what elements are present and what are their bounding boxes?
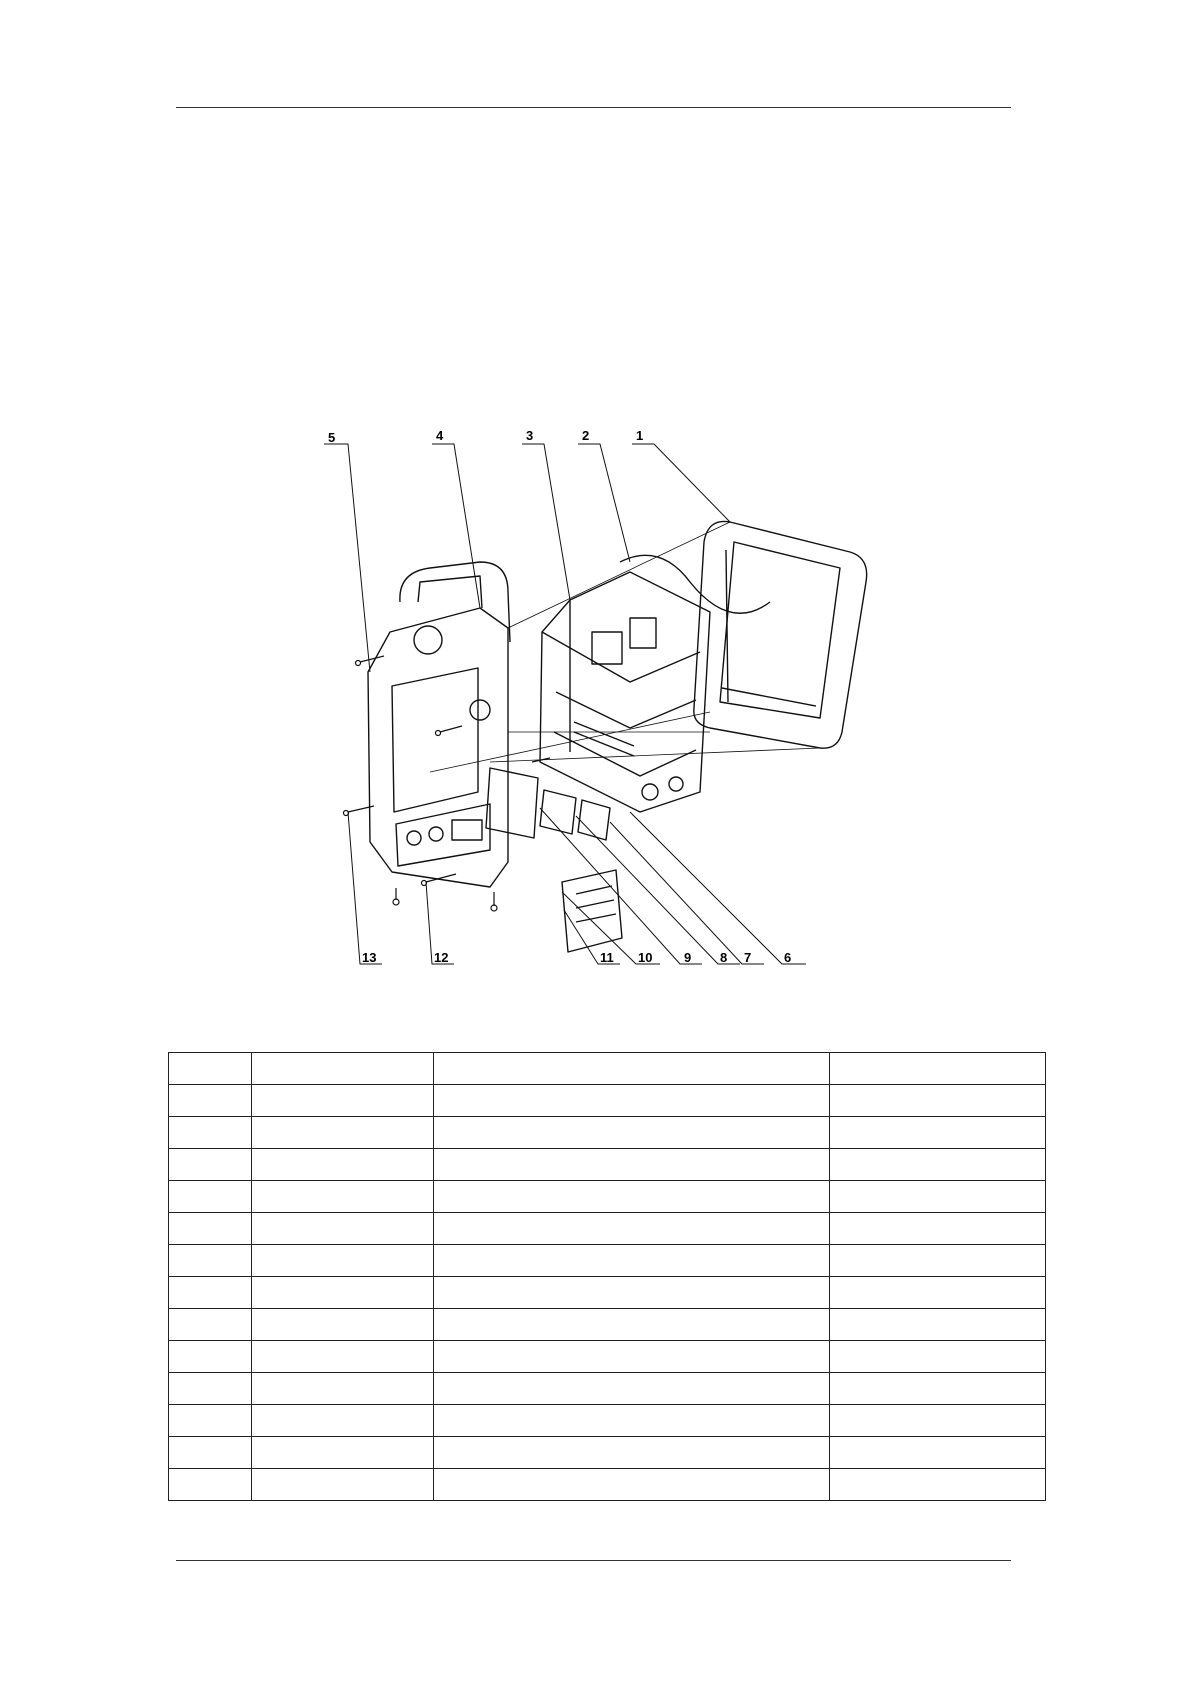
callout-13: 13	[362, 950, 377, 965]
callout-12: 12	[434, 950, 449, 965]
table-cell	[252, 1309, 434, 1341]
main-frame-drawing	[540, 572, 710, 812]
table-cell	[830, 1053, 1046, 1085]
table-cell	[252, 1053, 434, 1085]
header-rule	[176, 107, 1011, 108]
table-row	[169, 1213, 1046, 1245]
table-cell	[169, 1341, 252, 1373]
screws-drawing	[344, 656, 551, 911]
table-cell	[434, 1437, 830, 1469]
rear-housing-drawing	[368, 562, 510, 887]
table-cell	[434, 1405, 830, 1437]
table-row	[169, 1405, 1046, 1437]
table-cell	[252, 1341, 434, 1373]
table-cell	[252, 1213, 434, 1245]
callout-4: 4	[436, 428, 444, 443]
table-cell	[830, 1245, 1046, 1277]
callout-5: 5	[328, 430, 336, 445]
callout-9: 9	[684, 950, 692, 965]
modules-drawing	[486, 768, 622, 952]
table-row	[169, 1149, 1046, 1181]
table-cell	[434, 1213, 830, 1245]
table-cell	[830, 1277, 1046, 1309]
callout-10: 10	[638, 950, 653, 965]
table-cell	[830, 1149, 1046, 1181]
table-cell	[434, 1245, 830, 1277]
table-cell	[169, 1277, 252, 1309]
table-cell	[434, 1053, 830, 1085]
table-cell	[434, 1117, 830, 1149]
table-cell	[169, 1405, 252, 1437]
table-cell	[434, 1181, 830, 1213]
table-cell	[252, 1245, 434, 1277]
table-row	[169, 1181, 1046, 1213]
table-cell	[434, 1309, 830, 1341]
table-cell	[169, 1085, 252, 1117]
exploded-view-diagram	[328, 428, 870, 972]
table-cell	[252, 1469, 434, 1501]
table-cell	[434, 1373, 830, 1405]
table-cell	[169, 1117, 252, 1149]
table-cell	[830, 1373, 1046, 1405]
table-row	[169, 1469, 1046, 1501]
table-row	[169, 1309, 1046, 1341]
table-cell	[434, 1149, 830, 1181]
table-cell	[252, 1117, 434, 1149]
table-cell	[830, 1309, 1046, 1341]
table-row	[169, 1085, 1046, 1117]
table-row	[169, 1053, 1046, 1085]
callout-7: 7	[744, 950, 752, 965]
table-cell	[434, 1341, 830, 1373]
table-cell	[830, 1181, 1046, 1213]
table-cell	[830, 1341, 1046, 1373]
callout-6: 6	[784, 950, 792, 965]
table-cell	[434, 1085, 830, 1117]
table-cell	[169, 1181, 252, 1213]
table-cell	[830, 1085, 1046, 1117]
table-row	[169, 1437, 1046, 1469]
parts-table	[168, 1052, 1046, 1501]
table-cell	[169, 1373, 252, 1405]
table-row	[169, 1373, 1046, 1405]
table-cell	[169, 1437, 252, 1469]
table-cell	[830, 1117, 1046, 1149]
table-cell	[830, 1437, 1046, 1469]
table-cell	[169, 1053, 252, 1085]
table-cell	[434, 1469, 830, 1501]
table-cell	[252, 1437, 434, 1469]
table-cell	[830, 1405, 1046, 1437]
table-cell	[434, 1277, 830, 1309]
table-cell	[830, 1213, 1046, 1245]
table-cell	[252, 1085, 434, 1117]
callout-3: 3	[526, 428, 534, 443]
table-cell	[252, 1181, 434, 1213]
table-cell	[169, 1213, 252, 1245]
front-panel-drawing	[694, 521, 867, 748]
callout-2: 2	[582, 428, 590, 443]
table-cell	[169, 1149, 252, 1181]
table-cell	[252, 1373, 434, 1405]
table-cell	[169, 1309, 252, 1341]
table-cell	[252, 1405, 434, 1437]
table-cell	[830, 1469, 1046, 1501]
table-row	[169, 1117, 1046, 1149]
table-cell	[169, 1245, 252, 1277]
callout-11: 11	[600, 950, 614, 965]
table-row	[169, 1277, 1046, 1309]
table-row	[169, 1341, 1046, 1373]
footer-rule	[176, 1560, 1011, 1561]
table-cell	[169, 1469, 252, 1501]
table-cell	[252, 1277, 434, 1309]
table-cell	[252, 1149, 434, 1181]
callout-1: 1	[636, 428, 644, 443]
callout-8: 8	[720, 950, 728, 965]
table-row	[169, 1245, 1046, 1277]
